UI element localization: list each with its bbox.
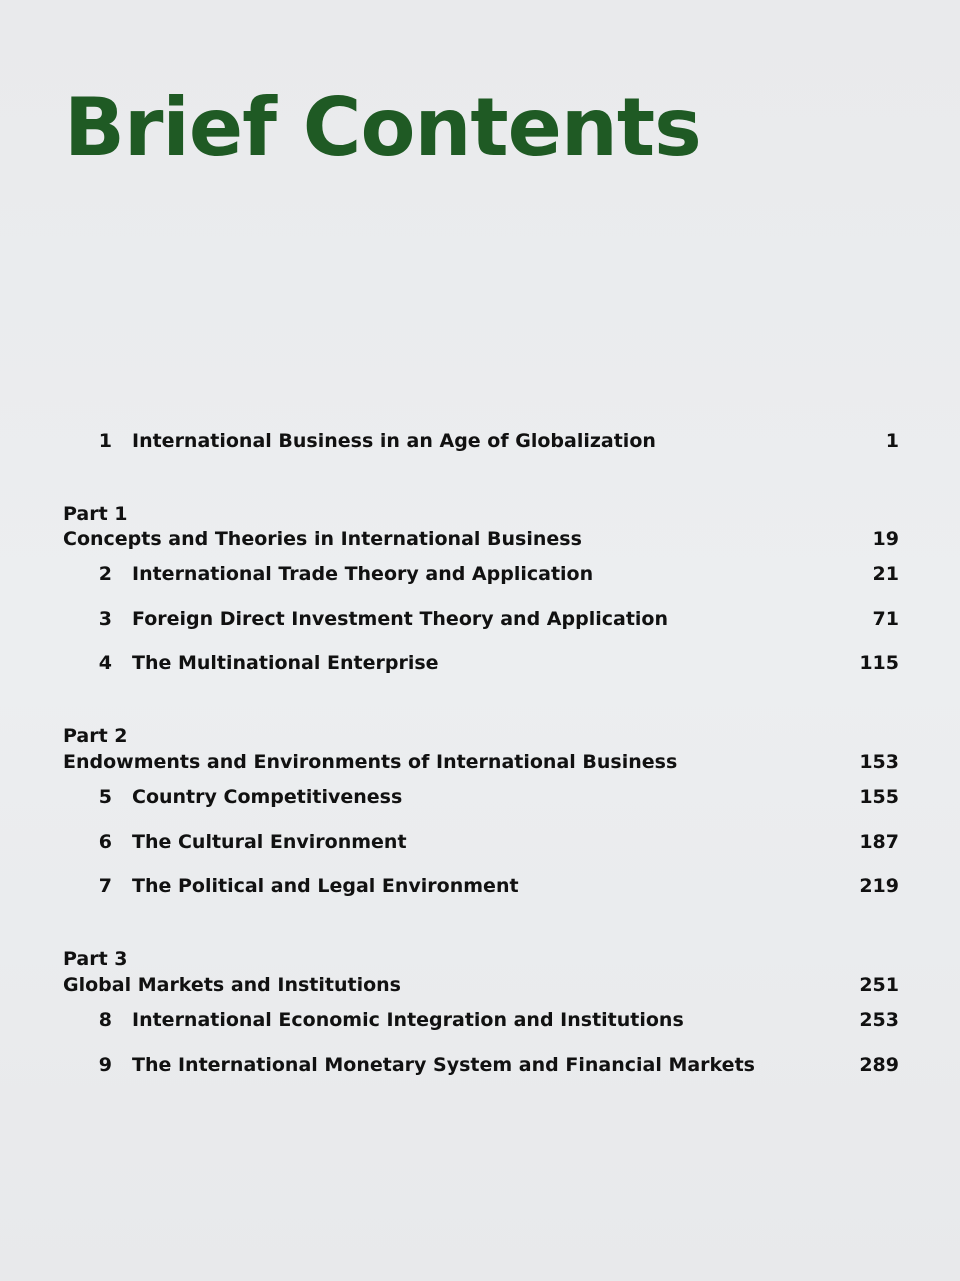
toc-entry-part-2 <box>0 747 960 777</box>
page-number: 155 <box>859 786 899 808</box>
toc-entry-chapter-9 <box>0 1050 960 1080</box>
chapter-title: International Business in an Age of Globalization <box>132 430 656 452</box>
part-label-1: Part 1 <box>63 503 128 525</box>
page-number: 289 <box>859 1054 899 1076</box>
chapter-number: 2 <box>98 563 112 585</box>
part-title: Endowments and Environments of International Business <box>63 751 678 773</box>
toc-entry-chapter-2 <box>0 559 960 589</box>
toc-entry-part-3 <box>0 970 960 1000</box>
toc-entry-chapter-8 <box>0 1005 960 1035</box>
page-title: Brief Contents <box>64 81 701 174</box>
part-title: Concepts and Theories in International Business <box>63 528 582 550</box>
part-label-2: Part 2 <box>63 725 128 747</box>
toc-entry-chapter-4 <box>0 648 960 678</box>
toc-entry-chapter-1 <box>0 426 960 456</box>
chapter-title: International Economic Integration and Institutions <box>132 1009 684 1031</box>
page-number: 153 <box>859 751 899 773</box>
page-number: 219 <box>859 875 899 897</box>
chapter-title: The Cultural Environment <box>132 831 407 853</box>
chapter-title: The International Monetary System and Financial Markets <box>132 1054 755 1076</box>
page-number: 71 <box>872 608 899 630</box>
page-number: 19 <box>872 528 899 550</box>
chapter-number: 9 <box>98 1054 112 1076</box>
chapter-number: 6 <box>98 831 112 853</box>
chapter-number: 4 <box>98 652 112 674</box>
chapter-number: 8 <box>98 1009 112 1031</box>
chapter-title: The Political and Legal Environment <box>132 875 519 897</box>
toc-entry-chapter-5 <box>0 782 960 812</box>
chapter-title: International Trade Theory and Application <box>132 563 594 585</box>
chapter-number: 1 <box>98 430 112 452</box>
chapter-title: Country Competitiveness <box>132 786 403 808</box>
page-number: 251 <box>859 974 899 996</box>
page-number: 115 <box>859 652 899 674</box>
page-number: 1 <box>885 430 899 452</box>
chapter-title: Foreign Direct Investment Theory and Application <box>132 608 668 630</box>
page-number: 187 <box>859 831 899 853</box>
part-label-3: Part 3 <box>63 948 128 970</box>
part-title: Global Markets and Institutions <box>63 974 401 996</box>
toc-entry-chapter-6 <box>0 827 960 857</box>
page-number: 253 <box>859 1009 899 1031</box>
chapter-number: 7 <box>98 875 112 897</box>
toc-entry-chapter-7 <box>0 871 960 901</box>
page-number: 21 <box>872 563 899 585</box>
toc-entry-part-1 <box>0 524 960 554</box>
chapter-number: 3 <box>98 608 112 630</box>
chapter-number: 5 <box>98 786 112 808</box>
toc-entry-chapter-3 <box>0 604 960 634</box>
chapter-title: The Multinational Enterprise <box>132 652 439 674</box>
